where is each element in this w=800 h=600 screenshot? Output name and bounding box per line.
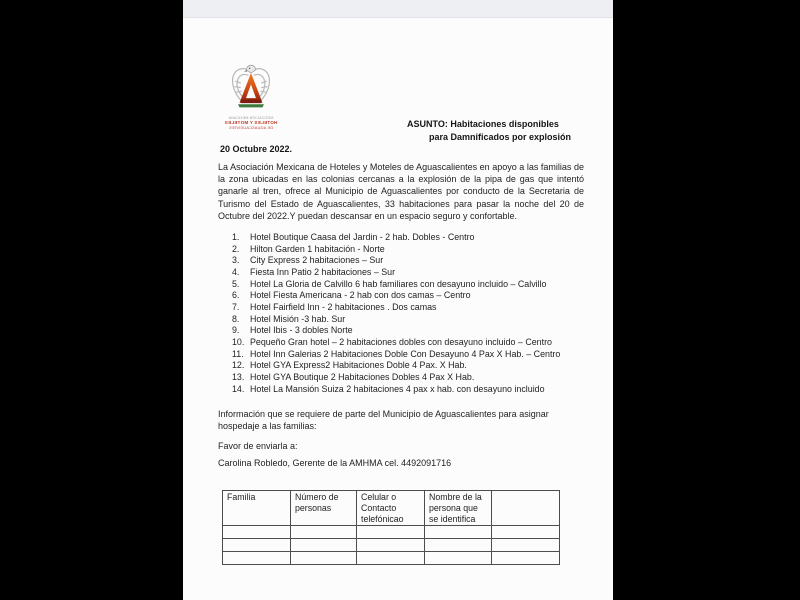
list-item-number: 10. — [232, 336, 245, 347]
list-item-number: 14. — [232, 383, 245, 394]
list-item-text: Hotel La Mansión Suiza 2 habitaciones 4 pax x hab. con desayuno incluido — [250, 383, 545, 394]
table-cell — [492, 552, 560, 565]
table-header-cell — [492, 491, 560, 526]
info-paragraph: Información que se requiere de parte del Municipio de Aguascalientes para asignar hospedaje a las familias: — [218, 409, 549, 432]
letterbox-left — [0, 0, 183, 600]
send-to-line: Favor de enviarla a: — [218, 441, 298, 451]
list-item-text: Hotel GYA Express2 Habitaciones Doble 4 Pax. X Hab. — [250, 360, 467, 371]
list-item-number: 9. — [232, 325, 240, 336]
list-item-number: 7. — [232, 301, 240, 312]
hotel-list-item — [232, 244, 582, 256]
list-item-text: Hotel Ibis - 3 dobles Norte — [250, 325, 353, 336]
list-item-text: Hotel Inn Galerias 2 Habitaciones Doble Con Desayuno 4 Pax X Hab. – Centro — [250, 348, 561, 359]
table-row — [223, 539, 560, 552]
contact-line: Carolina Robledo, Gerente de la AMHMA cel. 4492091716 — [218, 458, 452, 468]
list-item-number: 5. — [232, 278, 240, 289]
document-page — [183, 0, 613, 600]
list-item-text: Hotel Misión -3 hab. Sur — [250, 313, 346, 324]
page-top-strip — [183, 0, 613, 18]
logo-text-line: HOTELES Y MOTELES — [224, 120, 278, 126]
hotel-list-item — [232, 232, 582, 244]
subject-line-2: para Damnificados por explosión — [429, 131, 572, 142]
list-item-text: City Express 2 habitaciones – Sur — [250, 255, 384, 266]
hotel-list-item — [232, 255, 582, 267]
list-item-number: 4. — [232, 266, 240, 277]
hotel-list-item — [232, 314, 582, 326]
table-cell — [357, 552, 425, 565]
list-item-text: Hilton Garden 1 habitación - Norte — [250, 243, 385, 254]
hotel-list — [232, 232, 582, 395]
hotel-list-item — [232, 302, 582, 314]
table-header-cell: Familia — [223, 491, 291, 526]
list-item-text: Hotel GYA Boutique 2 Habitaciones Dobles 4 Pax X Hab. — [250, 371, 475, 382]
table-cell — [425, 552, 492, 565]
list-item-number: 13. — [232, 371, 245, 382]
table-header-cell: Nombre de la persona que se identifica — [425, 491, 492, 526]
hotel-list-item — [232, 337, 582, 349]
list-item-number: 2. — [232, 243, 240, 254]
logo-text-line: DE AGUASCALIENTES — [229, 126, 273, 131]
list-item-text: Hotel La Gloria de Calvillo 6 hab familiares con desayuno incluido – Calvillo — [250, 278, 547, 289]
table-cell — [291, 552, 357, 565]
table-cell — [291, 539, 357, 552]
date-line: 20 Octubre 2022. — [220, 144, 293, 154]
logo-text — [221, 116, 281, 131]
hotel-list-item — [232, 325, 582, 337]
logo-text-line: ASOCIACION MEXICANA — [228, 116, 274, 120]
list-item-number: 8. — [232, 313, 240, 324]
list-item-text: Pequeño Gran hotel – 2 habitaciones dobles con desayuno incluido – Centro — [250, 336, 552, 347]
table-cell — [425, 526, 492, 539]
list-item-text: Hotel Fiesta Americana - 2 hab con dos camas – Centro — [250, 290, 471, 301]
eagle-icon — [228, 63, 274, 115]
list-item-number: 12. — [232, 360, 245, 371]
table-cell — [357, 526, 425, 539]
table-cell — [223, 526, 291, 539]
subject-line-1: ASUNTO: Habitaciones disponibles — [407, 119, 559, 129]
list-item-text: Hotel Boutique Caasa del Jardin - 2 hab. Dobles - Centro — [250, 232, 475, 242]
subject-heading — [407, 118, 607, 143]
list-item-number: 11. — [232, 348, 244, 359]
table-cell — [492, 526, 560, 539]
list-item-number: 3. — [232, 255, 240, 266]
org-logo — [221, 63, 281, 131]
table-cell — [357, 539, 425, 552]
hotel-list-item — [232, 349, 582, 361]
table-cell — [223, 552, 291, 565]
hotel-list-item — [232, 372, 582, 384]
table-header-cell: Celular o Contacto telefónicao — [357, 491, 425, 526]
table-header-cell: Número de personas — [291, 491, 357, 526]
letterbox-right — [613, 0, 800, 600]
table-cell — [492, 539, 560, 552]
hotel-list-item — [232, 267, 582, 279]
table-cell — [223, 539, 291, 552]
assignment-table — [222, 490, 560, 565]
list-item-text: Fiesta Inn Patio 2 habitaciones – Sur — [250, 266, 396, 277]
hotel-list-item — [232, 290, 582, 302]
intro-paragraph: La Asociación Mexicana de Hoteles y Moteles de Aguascalientes en apoyo a las familias de la zona ubicadas en las colonias cercanas a la explosión de la pipa de gas que intentó ganarle al tren, ofrece al Municipio de Aguascalientes por conducto de la Secretaria de Turismo del Estado de Aguascalientes, 33 habitaciones para pasar la noche del 20 de Octubre del 2022.Y puedan descansar en un espacio seguro y confortable. — [218, 162, 584, 221]
hotel-list-item — [232, 360, 582, 372]
hotel-list-item — [232, 384, 582, 396]
list-item-number: 6. — [232, 290, 240, 301]
hotel-list-item — [232, 279, 582, 291]
list-item-number: 1. — [232, 232, 240, 242]
table-cell — [425, 539, 492, 552]
list-item-text: Hotel Fairfield Inn - 2 habitaciones . Dos camas — [250, 301, 437, 312]
table-row — [223, 552, 560, 565]
table-header-row — [223, 491, 560, 526]
table-row — [223, 526, 560, 539]
table-cell — [291, 526, 357, 539]
